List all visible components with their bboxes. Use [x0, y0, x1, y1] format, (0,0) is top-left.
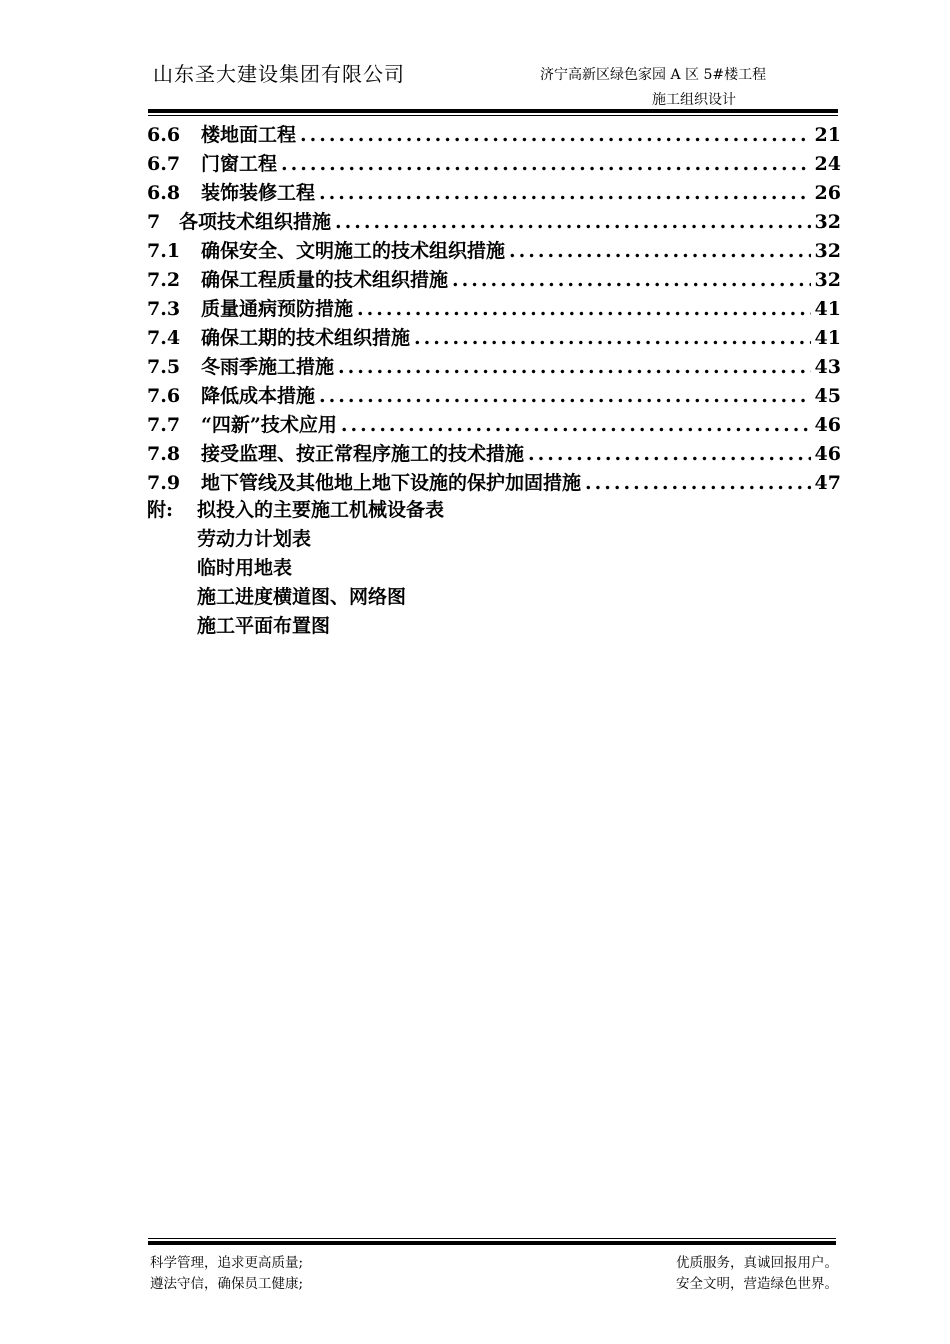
- toc-leader-dots: [414, 327, 811, 349]
- appendix-item[interactable]: 拟投入的主要施工机械设备表: [197, 499, 445, 521]
- toc-entry[interactable]: [147, 410, 841, 439]
- toc-entry-number: 6.8: [147, 182, 181, 204]
- toc-entry[interactable]: [147, 323, 841, 352]
- toc-entry[interactable]: [147, 468, 841, 497]
- toc-entry-number: 7.5: [147, 356, 181, 378]
- toc-leader-dots: [319, 385, 811, 407]
- toc-entry[interactable]: [147, 294, 841, 323]
- toc-entry-title: 确保工期的技术组织措施: [201, 327, 411, 349]
- toc-leader-dots: [528, 443, 811, 465]
- footer-motto-left-1: 科学管理，追求更高质量;: [150, 1255, 304, 1271]
- toc-leader-dots: [319, 182, 811, 204]
- toc-leader-dots: [338, 356, 811, 378]
- toc-entry-title: “四新”技术应用: [201, 414, 337, 436]
- toc-leader-dots: [509, 240, 811, 262]
- toc-leader-dots: [281, 153, 811, 175]
- toc-entry[interactable]: [147, 149, 841, 178]
- toc-entry-number: 7.4: [147, 327, 181, 349]
- toc-leader-dots: [357, 298, 811, 320]
- toc-entry-page: 41: [814, 298, 841, 320]
- toc-entry[interactable]: [147, 381, 841, 410]
- toc-entry-number: 7.6: [147, 385, 181, 407]
- toc-entry-page: 26: [814, 182, 841, 204]
- toc-entry-page: 41: [814, 327, 841, 349]
- toc-entry-title: 接受监理、按正常程序施工的技术措施: [201, 443, 525, 465]
- footer-motto-right-2: 安全文明，营造绿色世界。: [676, 1276, 838, 1292]
- document-subtitle: 施工组织设计: [652, 92, 736, 108]
- toc-leader-dots: [341, 414, 811, 436]
- toc-entry-number: 7: [147, 211, 161, 233]
- header-rule-thin: [148, 115, 838, 116]
- appendix-item[interactable]: 施工平面布置图: [197, 615, 331, 637]
- toc-entry[interactable]: [147, 178, 841, 207]
- toc-entry-number: 7.2: [147, 269, 181, 291]
- toc-entry-page: 21: [814, 124, 841, 146]
- toc-leader-dots: [300, 124, 811, 146]
- footer-rule-thin: [148, 1238, 836, 1239]
- toc-entry-page: 45: [814, 385, 841, 407]
- toc-entry[interactable]: [147, 265, 841, 294]
- footer-motto-right-1: 优质服务，真诚回报用户。: [676, 1255, 838, 1271]
- toc-entry-page: 32: [814, 240, 841, 262]
- toc-entry[interactable]: [147, 352, 841, 381]
- toc-entry-title: 质量通病预防措施: [201, 298, 354, 320]
- company-name: 山东圣大建设集团有限公司: [153, 62, 405, 86]
- toc-entry-page: 46: [814, 443, 841, 465]
- toc-entry-title: 装饰装修工程: [201, 182, 316, 204]
- appendix-item[interactable]: 施工进度横道图、网络图: [197, 586, 407, 608]
- toc-entry-title: 楼地面工程: [201, 124, 297, 146]
- toc-leader-dots: [335, 211, 811, 233]
- appendix-list: [147, 495, 444, 640]
- toc-entry[interactable]: [147, 236, 841, 265]
- appendix-item[interactable]: 劳动力计划表: [197, 528, 312, 550]
- toc-leader-dots: [585, 472, 811, 494]
- toc-entry-number: 7.1: [147, 240, 181, 262]
- toc-entry-title: 确保安全、文明施工的技术组织措施: [201, 240, 506, 262]
- toc-leader-dots: [452, 269, 811, 291]
- toc-entry-page: 32: [814, 211, 841, 233]
- toc-entry-title: 各项技术组织措施: [179, 211, 332, 233]
- toc-entry-number: 7.9: [147, 472, 181, 494]
- toc-entry-number: 7.8: [147, 443, 181, 465]
- footer-motto-left-2: 遵法守信，确保员工健康;: [150, 1276, 304, 1292]
- toc-entry-number: 6.6: [147, 124, 181, 146]
- table-of-contents: [147, 120, 841, 497]
- toc-entry-page: 32: [814, 269, 841, 291]
- toc-entry[interactable]: [147, 207, 841, 236]
- appendix-label: 附:: [147, 499, 174, 521]
- toc-entry-number: 7.7: [147, 414, 181, 436]
- toc-entry[interactable]: [147, 120, 841, 149]
- toc-entry-title: 冬雨季施工措施: [201, 356, 335, 378]
- toc-entry-page: 24: [814, 153, 841, 175]
- project-name: 济宁高新区绿色家园 A 区 5#楼工程: [540, 67, 767, 83]
- toc-entry-page: 46: [814, 414, 841, 436]
- footer-rule-thick: [148, 1241, 836, 1245]
- toc-entry-number: 7.3: [147, 298, 181, 320]
- appendix-first-row: [147, 495, 444, 524]
- toc-entry[interactable]: [147, 439, 841, 468]
- toc-entry-title: 地下管线及其他地上地下设施的保护加固措施: [201, 472, 582, 494]
- appendix-item[interactable]: 临时用地表: [197, 557, 293, 579]
- header-rule-thick: [148, 109, 838, 113]
- toc-entry-title: 确保工程质量的技术组织措施: [201, 269, 449, 291]
- toc-entry-number: 6.7: [147, 153, 181, 175]
- toc-entry-title: 降低成本措施: [201, 385, 316, 407]
- toc-entry-page: 47: [814, 472, 841, 494]
- toc-entry-title: 门窗工程: [201, 153, 278, 175]
- toc-entry-page: 43: [814, 356, 841, 378]
